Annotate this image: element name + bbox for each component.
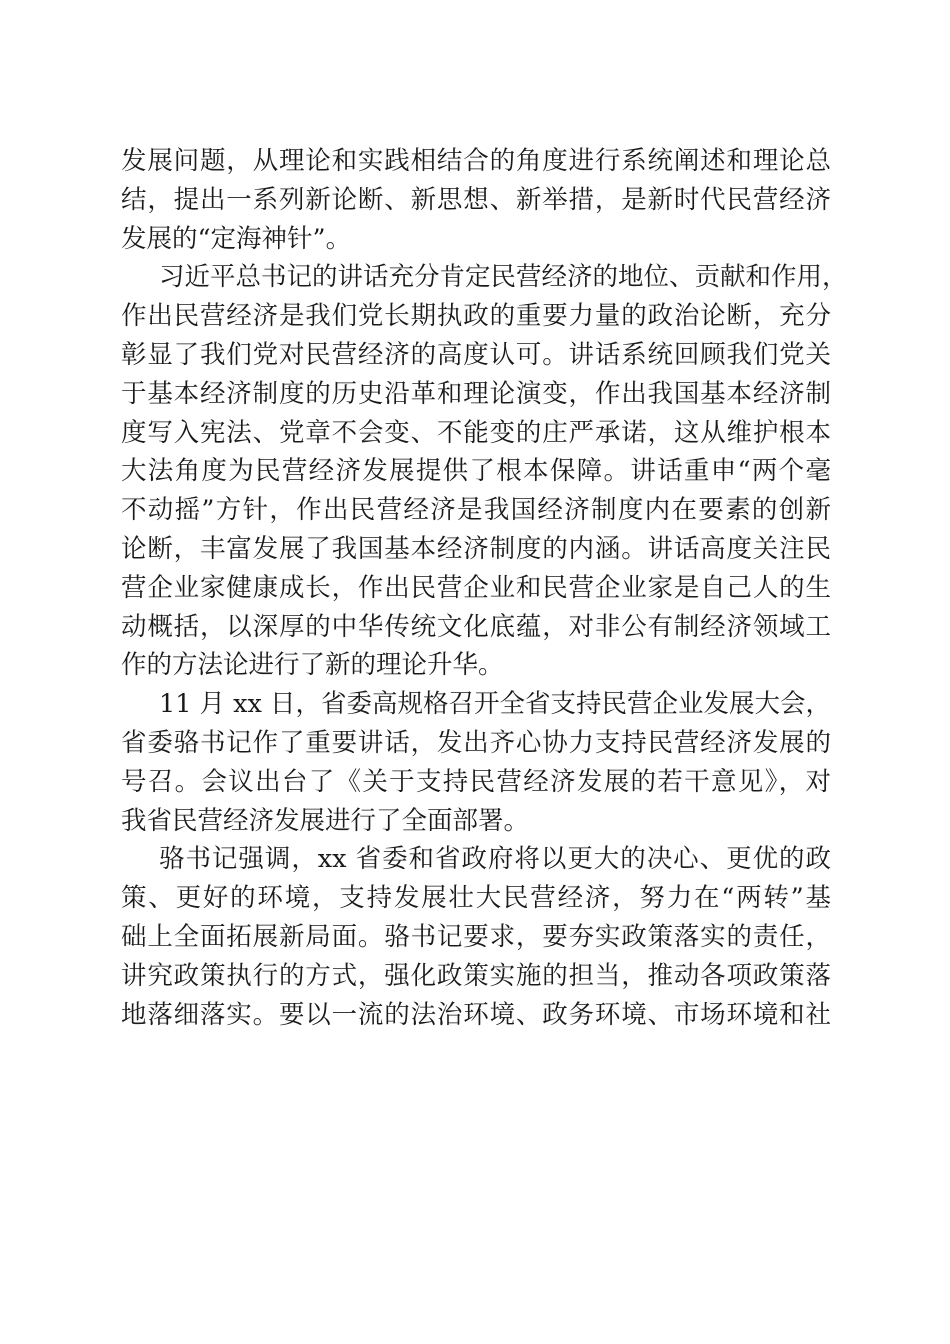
paragraph-1 bbox=[121, 142, 831, 258]
paragraph-3-line-2: 省委骆书记作了重要讲话，发出齐心协力支持民营经济发展的 bbox=[121, 727, 831, 758]
paragraph-2-line-5: 度写入宪法、党章不会变、不能变的庄严承诺，这从维护根本 bbox=[121, 417, 831, 448]
paragraph-1-line-1: 发展问题，从理论和实践相结合的角度进行系统阐述和理论总 bbox=[121, 146, 831, 176]
paragraph-4-line-2: 策、更好的环境，支持发展壮大民营经济，努力在“两转”基 bbox=[121, 883, 831, 914]
paragraph-1-line-2: 结，提出一系列新论断、新思想、新举措，是新时代民营经济 bbox=[121, 184, 831, 215]
document-body bbox=[121, 142, 848, 1034]
paragraph-2-line-2: 作出民营经济是我们党长期执政的重要力量的政治论断，充分 bbox=[121, 301, 831, 332]
paragraph-1-line-3: 发展的“定海神针”。 bbox=[121, 223, 352, 254]
paragraph-2-line-3: 彰显了我们党对民营经济的高度认可。讲话系统回顾我们党关 bbox=[121, 339, 831, 370]
paragraph-4-line-3: 础上全面拓展新局面。骆书记要求，要夯实政策落实的责任， bbox=[121, 921, 831, 952]
paragraph-3-line-3: 号召。会议出台了《关于支持民营经济发展的若干意见》，对 bbox=[121, 766, 831, 797]
paragraph-2 bbox=[121, 258, 848, 685]
paragraph-4-line-1: 骆书记强调，xx 省委和省政府将以更大的决心、更优的政 bbox=[159, 844, 831, 875]
paragraph-2-line-7: 不动摇”方针，作出民营经济是我国经济制度内在要素的创新 bbox=[121, 495, 831, 526]
paragraph-2-line-11: 作的方法论进行了新的理论升华。 bbox=[121, 650, 504, 681]
paragraph-2-line-6: 大法角度为民营经济发展提供了根本保障。讲话重申“两个毫 bbox=[121, 456, 831, 487]
paragraph-2-line-1: 习近平总书记的讲话充分肯定民营经济的地位、贡献和作用， bbox=[159, 262, 848, 293]
paragraph-2-line-10: 动概括，以深厚的中华传统文化底蕴，对非公有制经济领域工 bbox=[121, 611, 831, 642]
paragraph-3-line-1: 11 月 xx 日，省委高规格召开全省支持民营企业发展大会， bbox=[159, 689, 832, 720]
paragraph-2-line-9: 营企业家健康成长，作出民营企业和民营企业家是自己人的生 bbox=[121, 572, 831, 603]
paragraph-4 bbox=[121, 840, 831, 1034]
paragraph-2-line-8: 论断，丰富发展了我国基本经济制度的内涵。讲话高度关注民 bbox=[121, 533, 831, 564]
paragraph-3-line-4: 我省民营经济发展进行了全面部署。 bbox=[121, 805, 530, 836]
paragraph-4-line-4: 讲究政策执行的方式，强化政策实施的担当，推动各项政策落 bbox=[121, 960, 831, 991]
paragraph-3 bbox=[121, 685, 831, 840]
paragraph-2-line-4: 于基本经济制度的历史沿革和理论演变，作出我国基本经济制 bbox=[121, 378, 831, 409]
paragraph-4-line-5: 地落细落实。要以一流的法治环境、政务环境、市场环境和社 bbox=[121, 999, 831, 1030]
